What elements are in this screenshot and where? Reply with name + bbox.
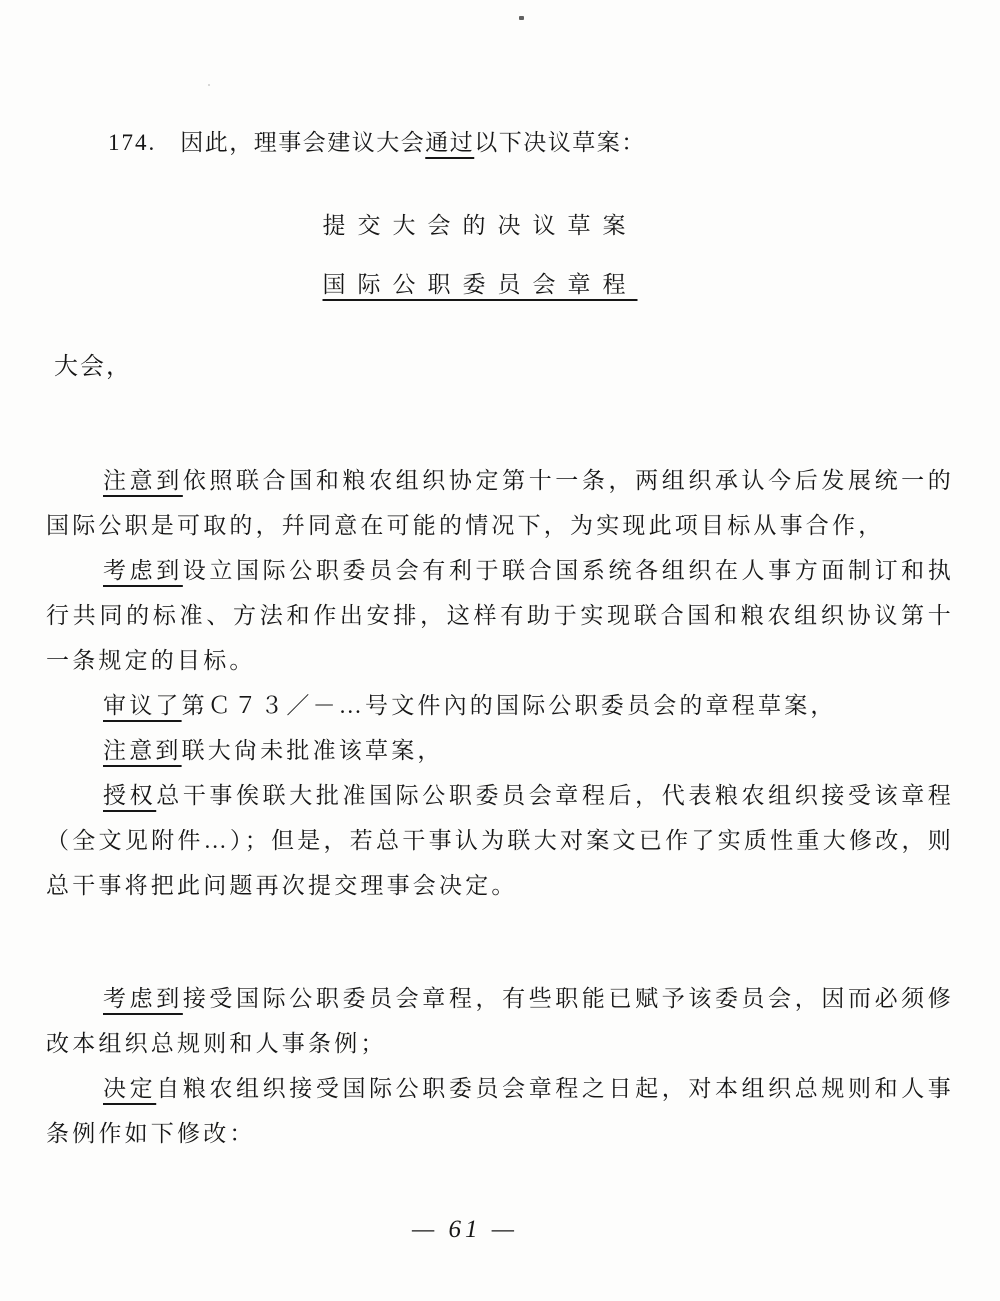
paragraph-authorizes-director-general: [46, 773, 954, 908]
paragraph-having-considered-document: [46, 683, 954, 728]
intro-text: 因此，理事会建议大会: [180, 130, 426, 155]
intro-underlined-word: 通过: [425, 130, 475, 155]
paragraph-text: 自粮农组织接受国际公职委员会章程之日起，对本组织总规则和人事条例作如下修改：: [46, 1076, 954, 1146]
statute-title: [0, 266, 960, 299]
paragraph-noting-not-approved: [46, 728, 954, 773]
preamble-block: [46, 458, 954, 908]
lead-word: 注意到: [103, 738, 182, 763]
operative-block: [46, 976, 954, 1156]
lead-word: 决定: [103, 1076, 157, 1101]
lead-word: 审议了: [103, 693, 182, 718]
paragraph-number: 174.: [108, 130, 157, 155]
lead-word: 授权: [103, 783, 157, 808]
statute-title-text: 国际公职委员会章程: [322, 272, 638, 297]
paragraph-noting-agreement: [46, 458, 954, 548]
scan-speck: [208, 84, 210, 86]
paragraph-decides-amendments: [46, 1066, 954, 1156]
numbered-paragraph-174: [108, 124, 646, 157]
paragraph-text: 接受国际公职委员会章程，有些职能已赋予该委员会，因而必须修改本组织总规则和人事条例；: [46, 986, 954, 1056]
paragraph-text: 依照联合国和粮农组织协定第十一条，两组织承认今后发展统一的国际公职是可取的，幷同意在可能的情况下，为实现此项目标从事合作，: [46, 468, 954, 538]
salutation-conference: 大会，: [54, 354, 132, 380]
lead-word: 考虑到: [103, 558, 183, 583]
resolution-draft-title: 提交大会的决议草案: [322, 213, 638, 238]
paragraph-text: 设立国际公职委员会有利于联合国系统各组织在人事方面制订和执行共同的标准、方法和作出安排，这样有助于实现联合国和粮农组织协议第十一条规定的目标。: [46, 558, 954, 673]
lead-word: 考虑到: [103, 986, 183, 1011]
paragraph-text: 联大尙未批准该草案，: [181, 738, 444, 763]
paragraph-considering-amendments: [46, 976, 954, 1066]
page-number: — 61 —: [412, 1216, 518, 1243]
lead-word: 注意到: [103, 468, 183, 493]
intro-text-end: 以下决议草案：: [474, 130, 646, 155]
paragraph-text: 第Ｃ７３／－…号文件內的国际公职委员会的章程草案，: [181, 693, 837, 718]
paragraph-considering-commission: [46, 548, 954, 683]
scan-speck: [519, 16, 524, 20]
paragraph-text: 总干事俟联大批准国际公职委员会章程后，代表粮农组织接受该章程（全文见附件…）；但是，若总干事认为联大对案文已作了实质性重大修改，则总干事将把此问题再次提交理事会决定。: [46, 783, 954, 898]
